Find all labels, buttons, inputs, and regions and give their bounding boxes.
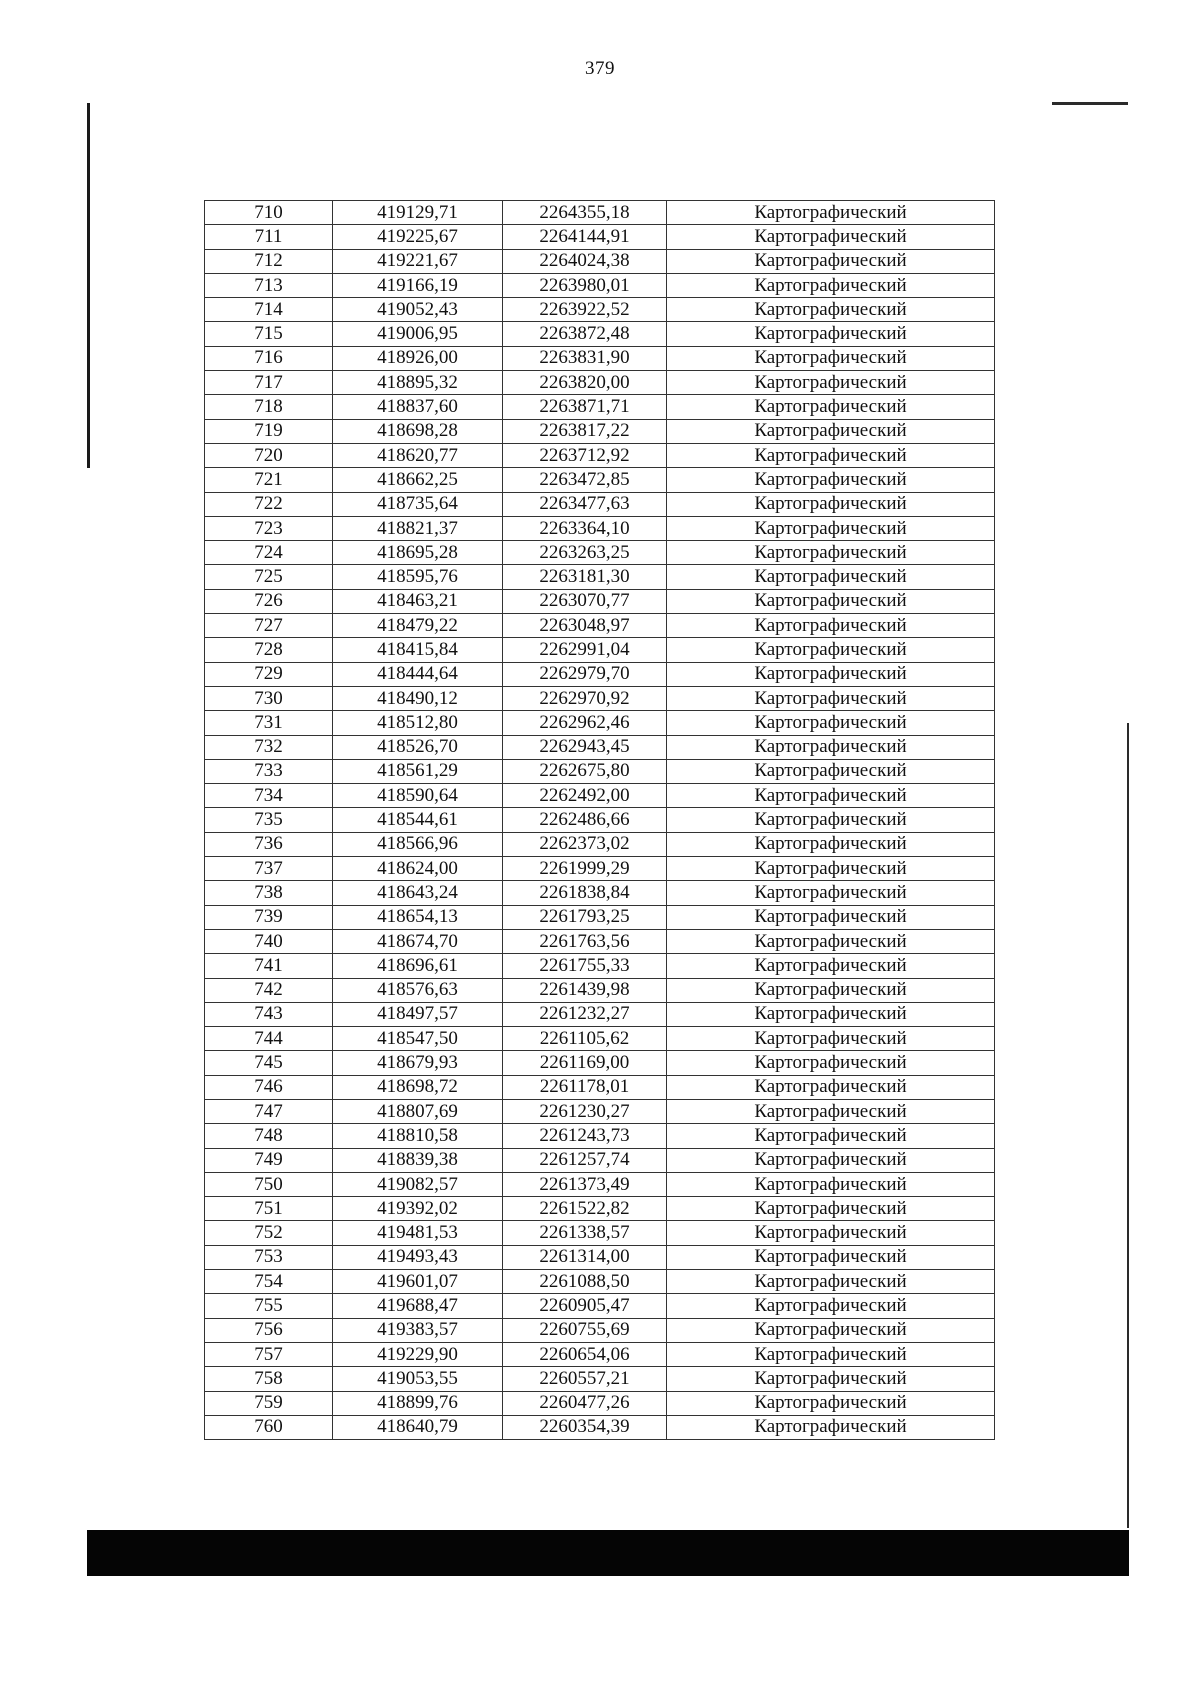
point-number-cell: 721 (205, 468, 333, 492)
table-row (205, 1124, 995, 1148)
x-coordinate-cell: 419052,43 (333, 298, 503, 322)
x-coordinate-cell: 419688,47 (333, 1294, 503, 1318)
method-cell: Картографический (667, 1245, 995, 1269)
point-number-cell: 758 (205, 1367, 333, 1391)
table-row (205, 492, 995, 516)
table-row (205, 443, 995, 467)
table-row (205, 929, 995, 953)
method-cell: Картографический (667, 322, 995, 346)
y-coordinate-cell: 2262675,80 (503, 759, 667, 783)
x-coordinate-cell: 418624,00 (333, 857, 503, 881)
method-cell: Картографический (667, 881, 995, 905)
point-number-cell: 739 (205, 905, 333, 929)
point-number-cell: 722 (205, 492, 333, 516)
y-coordinate-cell: 2261763,56 (503, 929, 667, 953)
y-coordinate-cell: 2264355,18 (503, 201, 667, 225)
point-number-cell: 715 (205, 322, 333, 346)
table-row (205, 1415, 995, 1439)
x-coordinate-cell: 418561,29 (333, 759, 503, 783)
table-row (205, 881, 995, 905)
x-coordinate-cell: 418698,72 (333, 1075, 503, 1099)
method-cell: Картографический (667, 929, 995, 953)
point-number-cell: 760 (205, 1415, 333, 1439)
point-number-cell: 753 (205, 1245, 333, 1269)
method-cell: Картографический (667, 201, 995, 225)
x-coordinate-cell: 419383,57 (333, 1318, 503, 1342)
x-coordinate-cell: 418526,70 (333, 735, 503, 759)
x-coordinate-cell: 418590,64 (333, 784, 503, 808)
y-coordinate-cell: 2261999,29 (503, 857, 667, 881)
point-number-cell: 736 (205, 832, 333, 856)
x-coordinate-cell: 418512,80 (333, 711, 503, 735)
table-row (205, 978, 995, 1002)
table-row (205, 1367, 995, 1391)
method-cell: Картографический (667, 711, 995, 735)
point-number-cell: 723 (205, 516, 333, 540)
point-number-cell: 734 (205, 784, 333, 808)
table-row (205, 784, 995, 808)
x-coordinate-cell: 418695,28 (333, 541, 503, 565)
point-number-cell: 747 (205, 1099, 333, 1123)
x-coordinate-cell: 418899,76 (333, 1391, 503, 1415)
y-coordinate-cell: 2261338,57 (503, 1221, 667, 1245)
point-number-cell: 720 (205, 443, 333, 467)
point-number-cell: 732 (205, 735, 333, 759)
point-number-cell: 714 (205, 298, 333, 322)
x-coordinate-cell: 419221,67 (333, 249, 503, 273)
point-number-cell: 726 (205, 589, 333, 613)
y-coordinate-cell: 2262486,66 (503, 808, 667, 832)
table-row (205, 638, 995, 662)
point-number-cell: 751 (205, 1197, 333, 1221)
x-coordinate-cell: 418674,70 (333, 929, 503, 953)
table-row (205, 735, 995, 759)
x-coordinate-cell: 418415,84 (333, 638, 503, 662)
x-coordinate-cell: 418544,61 (333, 808, 503, 832)
x-coordinate-cell: 418620,77 (333, 443, 503, 467)
method-cell: Картографический (667, 832, 995, 856)
method-cell: Картографический (667, 857, 995, 881)
x-coordinate-cell: 419225,67 (333, 225, 503, 249)
y-coordinate-cell: 2261178,01 (503, 1075, 667, 1099)
x-coordinate-cell: 418479,22 (333, 614, 503, 638)
x-coordinate-cell: 418810,58 (333, 1124, 503, 1148)
y-coordinate-cell: 2260354,39 (503, 1415, 667, 1439)
table-row (205, 1294, 995, 1318)
table-row (205, 1148, 995, 1172)
point-number-cell: 731 (205, 711, 333, 735)
point-number-cell: 730 (205, 686, 333, 710)
y-coordinate-cell: 2261522,82 (503, 1197, 667, 1221)
y-coordinate-cell: 2262970,92 (503, 686, 667, 710)
point-number-cell: 712 (205, 249, 333, 273)
point-number-cell: 741 (205, 954, 333, 978)
point-number-cell: 742 (205, 978, 333, 1002)
table-row (205, 468, 995, 492)
y-coordinate-cell: 2260477,26 (503, 1391, 667, 1415)
point-number-cell: 745 (205, 1051, 333, 1075)
method-cell: Картографический (667, 298, 995, 322)
table-row (205, 954, 995, 978)
table-row (205, 808, 995, 832)
point-number-cell: 748 (205, 1124, 333, 1148)
table-row (205, 759, 995, 783)
point-number-cell: 750 (205, 1172, 333, 1196)
y-coordinate-cell: 2263070,77 (503, 589, 667, 613)
table-row (205, 225, 995, 249)
x-coordinate-cell: 418595,76 (333, 565, 503, 589)
y-coordinate-cell: 2263263,25 (503, 541, 667, 565)
y-coordinate-cell: 2261169,00 (503, 1051, 667, 1075)
table-row (205, 686, 995, 710)
method-cell: Картографический (667, 565, 995, 589)
point-number-cell: 744 (205, 1027, 333, 1051)
table-row (205, 395, 995, 419)
table-row (205, 832, 995, 856)
x-coordinate-cell: 418490,12 (333, 686, 503, 710)
y-coordinate-cell: 2263817,22 (503, 419, 667, 443)
x-coordinate-cell: 418566,96 (333, 832, 503, 856)
point-number-cell: 718 (205, 395, 333, 419)
x-coordinate-cell: 418662,25 (333, 468, 503, 492)
y-coordinate-cell: 2261314,00 (503, 1245, 667, 1269)
y-coordinate-cell: 2262991,04 (503, 638, 667, 662)
x-coordinate-cell: 418679,93 (333, 1051, 503, 1075)
method-cell: Картографический (667, 1148, 995, 1172)
table-row (205, 1172, 995, 1196)
table-row (205, 201, 995, 225)
point-number-cell: 717 (205, 371, 333, 395)
y-coordinate-cell: 2263831,90 (503, 346, 667, 370)
method-cell: Картографический (667, 1294, 995, 1318)
y-coordinate-cell: 2262962,46 (503, 711, 667, 735)
x-coordinate-cell: 419053,55 (333, 1367, 503, 1391)
point-number-cell: 756 (205, 1318, 333, 1342)
table-row (205, 516, 995, 540)
y-coordinate-cell: 2260557,21 (503, 1367, 667, 1391)
method-cell: Картографический (667, 273, 995, 297)
method-cell: Картографический (667, 905, 995, 929)
x-coordinate-cell: 419392,02 (333, 1197, 503, 1221)
table-row (205, 1318, 995, 1342)
method-cell: Картографический (667, 1051, 995, 1075)
point-number-cell: 738 (205, 881, 333, 905)
x-coordinate-cell: 418821,37 (333, 516, 503, 540)
point-number-cell: 729 (205, 662, 333, 686)
method-cell: Картографический (667, 1002, 995, 1026)
method-cell: Картографический (667, 419, 995, 443)
method-cell: Картографический (667, 1075, 995, 1099)
y-coordinate-cell: 2263364,10 (503, 516, 667, 540)
method-cell: Картографический (667, 468, 995, 492)
point-number-cell: 733 (205, 759, 333, 783)
y-coordinate-cell: 2264144,91 (503, 225, 667, 249)
x-coordinate-cell: 419129,71 (333, 201, 503, 225)
point-number-cell: 757 (205, 1342, 333, 1366)
method-cell: Картографический (667, 443, 995, 467)
scan-edge-line-left (87, 103, 90, 468)
y-coordinate-cell: 2263477,63 (503, 492, 667, 516)
point-number-cell: 749 (205, 1148, 333, 1172)
table-row (205, 346, 995, 370)
x-coordinate-cell: 418497,57 (333, 1002, 503, 1026)
method-cell: Картографический (667, 662, 995, 686)
method-cell: Картографический (667, 1099, 995, 1123)
table-row (205, 589, 995, 613)
y-coordinate-cell: 2261232,27 (503, 1002, 667, 1026)
y-coordinate-cell: 2263871,71 (503, 395, 667, 419)
point-number-cell: 737 (205, 857, 333, 881)
method-cell: Картографический (667, 1027, 995, 1051)
y-coordinate-cell: 2261755,33 (503, 954, 667, 978)
method-cell: Картографический (667, 541, 995, 565)
x-coordinate-cell: 419082,57 (333, 1172, 503, 1196)
method-cell: Картографический (667, 1342, 995, 1366)
point-number-cell: 752 (205, 1221, 333, 1245)
method-cell: Картографический (667, 686, 995, 710)
x-coordinate-cell: 418926,00 (333, 346, 503, 370)
point-number-cell: 713 (205, 273, 333, 297)
table-row (205, 1391, 995, 1415)
table-row (205, 905, 995, 929)
y-coordinate-cell: 2261105,62 (503, 1027, 667, 1051)
y-coordinate-cell: 2263712,92 (503, 443, 667, 467)
point-number-cell: 754 (205, 1270, 333, 1294)
method-cell: Картографический (667, 978, 995, 1002)
x-coordinate-cell: 418547,50 (333, 1027, 503, 1051)
y-coordinate-cell: 2263820,00 (503, 371, 667, 395)
method-cell: Картографический (667, 638, 995, 662)
method-cell: Картографический (667, 784, 995, 808)
x-coordinate-cell: 419601,07 (333, 1270, 503, 1294)
x-coordinate-cell: 419229,90 (333, 1342, 503, 1366)
table-row (205, 1245, 995, 1269)
point-number-cell: 759 (205, 1391, 333, 1415)
table-row (205, 541, 995, 565)
table-row (205, 322, 995, 346)
coordinates-table-body (205, 201, 995, 1440)
y-coordinate-cell: 2261439,98 (503, 978, 667, 1002)
scan-edge-line-right (1127, 723, 1129, 1528)
y-coordinate-cell: 2263872,48 (503, 322, 667, 346)
method-cell: Картографический (667, 954, 995, 978)
x-coordinate-cell: 418643,24 (333, 881, 503, 905)
x-coordinate-cell: 418696,61 (333, 954, 503, 978)
point-number-cell: 727 (205, 614, 333, 638)
method-cell: Картографический (667, 492, 995, 516)
method-cell: Картографический (667, 759, 995, 783)
table-row (205, 1051, 995, 1075)
method-cell: Картографический (667, 1221, 995, 1245)
scan-edge-line-top-right (1052, 102, 1128, 105)
method-cell: Картографический (667, 225, 995, 249)
table-row (205, 565, 995, 589)
x-coordinate-cell: 418654,13 (333, 905, 503, 929)
x-coordinate-cell: 418640,79 (333, 1415, 503, 1439)
y-coordinate-cell: 2263472,85 (503, 468, 667, 492)
table-row (205, 273, 995, 297)
method-cell: Картографический (667, 1270, 995, 1294)
x-coordinate-cell: 418698,28 (333, 419, 503, 443)
y-coordinate-cell: 2261243,73 (503, 1124, 667, 1148)
y-coordinate-cell: 2263922,52 (503, 298, 667, 322)
method-cell: Картографический (667, 808, 995, 832)
y-coordinate-cell: 2261257,74 (503, 1148, 667, 1172)
y-coordinate-cell: 2262979,70 (503, 662, 667, 686)
table-row (205, 1002, 995, 1026)
method-cell: Картографический (667, 589, 995, 613)
y-coordinate-cell: 2260755,69 (503, 1318, 667, 1342)
x-coordinate-cell: 418895,32 (333, 371, 503, 395)
x-coordinate-cell: 419166,19 (333, 273, 503, 297)
y-coordinate-cell: 2264024,38 (503, 249, 667, 273)
table-row (205, 1270, 995, 1294)
table-row (205, 614, 995, 638)
table-row (205, 419, 995, 443)
y-coordinate-cell: 2263048,97 (503, 614, 667, 638)
y-coordinate-cell: 2261088,50 (503, 1270, 667, 1294)
y-coordinate-cell: 2261838,84 (503, 881, 667, 905)
coordinates-table (204, 200, 995, 1440)
x-coordinate-cell: 418837,60 (333, 395, 503, 419)
table-row (205, 371, 995, 395)
x-coordinate-cell: 418444,64 (333, 662, 503, 686)
y-coordinate-cell: 2262492,00 (503, 784, 667, 808)
method-cell: Картографический (667, 249, 995, 273)
method-cell: Картографический (667, 1367, 995, 1391)
table-row (205, 711, 995, 735)
y-coordinate-cell: 2261793,25 (503, 905, 667, 929)
point-number-cell: 746 (205, 1075, 333, 1099)
x-coordinate-cell: 418463,21 (333, 589, 503, 613)
page-number: 379 (585, 58, 615, 79)
point-number-cell: 755 (205, 1294, 333, 1318)
y-coordinate-cell: 2260905,47 (503, 1294, 667, 1318)
x-coordinate-cell: 419481,53 (333, 1221, 503, 1245)
method-cell: Картографический (667, 1124, 995, 1148)
y-coordinate-cell: 2261230,27 (503, 1099, 667, 1123)
scan-redaction-bar (87, 1530, 1129, 1576)
x-coordinate-cell: 419493,43 (333, 1245, 503, 1269)
y-coordinate-cell: 2262373,02 (503, 832, 667, 856)
y-coordinate-cell: 2262943,45 (503, 735, 667, 759)
point-number-cell: 710 (205, 201, 333, 225)
x-coordinate-cell: 418839,38 (333, 1148, 503, 1172)
table-row (205, 1221, 995, 1245)
method-cell: Картографический (667, 1197, 995, 1221)
point-number-cell: 711 (205, 225, 333, 249)
method-cell: Картографический (667, 1415, 995, 1439)
y-coordinate-cell: 2261373,49 (503, 1172, 667, 1196)
table-row (205, 662, 995, 686)
x-coordinate-cell: 418807,69 (333, 1099, 503, 1123)
table-row (205, 1197, 995, 1221)
y-coordinate-cell: 2260654,06 (503, 1342, 667, 1366)
y-coordinate-cell: 2263980,01 (503, 273, 667, 297)
method-cell: Картографический (667, 395, 995, 419)
table-row (205, 1099, 995, 1123)
table-row (205, 857, 995, 881)
method-cell: Картографический (667, 1391, 995, 1415)
method-cell: Картографический (667, 516, 995, 540)
method-cell: Картографический (667, 371, 995, 395)
point-number-cell: 743 (205, 1002, 333, 1026)
y-coordinate-cell: 2263181,30 (503, 565, 667, 589)
point-number-cell: 735 (205, 808, 333, 832)
point-number-cell: 725 (205, 565, 333, 589)
table-row (205, 249, 995, 273)
point-number-cell: 740 (205, 929, 333, 953)
method-cell: Картографический (667, 346, 995, 370)
point-number-cell: 728 (205, 638, 333, 662)
table-row (205, 298, 995, 322)
point-number-cell: 719 (205, 419, 333, 443)
x-coordinate-cell: 419006,95 (333, 322, 503, 346)
table-row (205, 1075, 995, 1099)
table-row (205, 1027, 995, 1051)
table-row (205, 1342, 995, 1366)
method-cell: Картографический (667, 1318, 995, 1342)
method-cell: Картографический (667, 614, 995, 638)
x-coordinate-cell: 418576,63 (333, 978, 503, 1002)
x-coordinate-cell: 418735,64 (333, 492, 503, 516)
point-number-cell: 716 (205, 346, 333, 370)
point-number-cell: 724 (205, 541, 333, 565)
method-cell: Картографический (667, 735, 995, 759)
method-cell: Картографический (667, 1172, 995, 1196)
